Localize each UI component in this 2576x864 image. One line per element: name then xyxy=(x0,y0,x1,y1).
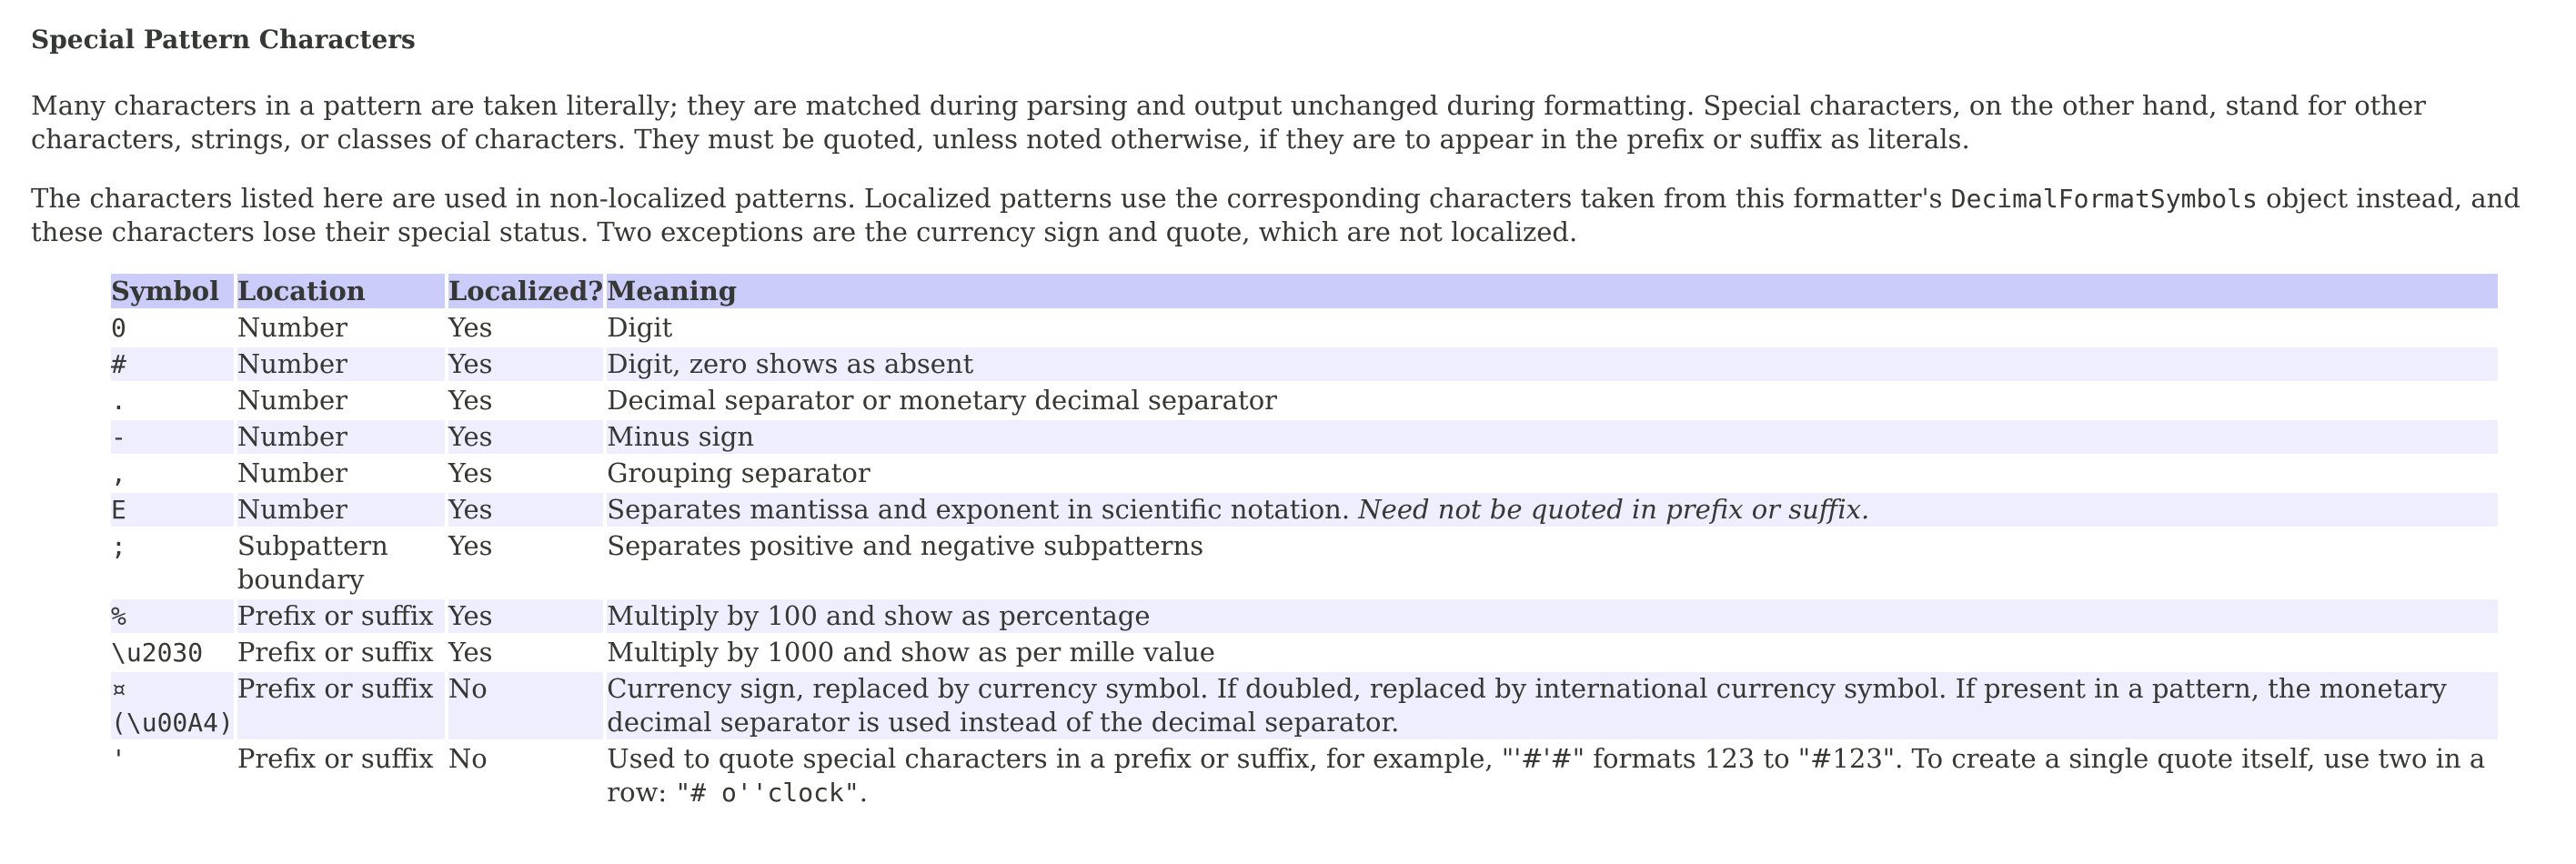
table-row xyxy=(111,742,2498,809)
intro-paragraph: Many characters in a pattern are taken literally; they are matched during parsing and output unchanged during formatting. Special characters, on the other hand, stand for other characters, strings, or classes of characters. They must be quoted, unless noted otherwise, if they are to appear in the prefix or suffix as literals. xyxy=(31,90,2427,155)
cell-localized: Yes xyxy=(448,530,493,561)
table-header-row xyxy=(111,274,2498,308)
decimalformatsymbols-code: DecimalFormatSymbols xyxy=(1950,184,2258,214)
cell-meaning: Digit xyxy=(607,312,673,343)
cell-meaning xyxy=(607,493,2498,527)
cell-symbol: % xyxy=(111,599,234,633)
cell-localized: No xyxy=(448,743,488,774)
cell-localized: Yes xyxy=(448,457,493,488)
table-row xyxy=(111,636,2498,669)
cell-location: Number xyxy=(236,385,347,416)
pattern-characters-table xyxy=(107,271,2501,812)
cell-symbol: E xyxy=(111,493,234,527)
table-row xyxy=(111,672,2498,739)
cell-location: Subpattern boundary xyxy=(236,530,388,595)
cell-localized: Yes xyxy=(448,312,493,343)
table-row xyxy=(111,529,2498,597)
cell-meaning: Multiply by 1000 and show as per mille value xyxy=(607,637,1215,668)
cell-localized: Yes xyxy=(448,420,603,454)
cell-symbol: ' xyxy=(111,744,126,774)
table-row xyxy=(111,347,2498,381)
cell-symbol: - xyxy=(111,420,234,454)
cell-location: Prefix or suffix xyxy=(237,599,445,633)
meaning-text: Separates mantissa and exponent in scientific notation. xyxy=(607,494,1359,525)
cell-symbol: \u2030 xyxy=(111,638,204,668)
cell-localized: Yes xyxy=(448,599,603,633)
cell-meaning: Grouping separator xyxy=(607,457,870,488)
cell-symbol: . xyxy=(111,386,126,416)
meaning-text: Used to quote special characters in a prefix or suffix, for example, "'#'#" formats 123 to "#123". To create a single quote itself, use two in a row: xyxy=(607,743,2486,808)
cell-symbol: ¤ (\u00A4) xyxy=(111,674,234,738)
cell-meaning: Minus sign xyxy=(607,420,2498,454)
cell-symbol: , xyxy=(111,458,126,488)
localization-paragraph xyxy=(31,182,2545,249)
meaning-text-after: . xyxy=(859,777,868,808)
cell-symbol: # xyxy=(111,347,234,381)
cell-localized: Yes xyxy=(448,347,603,381)
cell-meaning: Decimal separator or monetary decimal separator xyxy=(607,385,1278,416)
cell-localized: Yes xyxy=(448,493,603,527)
cell-meaning: Multiply by 100 and show as percentage xyxy=(607,599,2498,633)
para2-text-after: object instead, and these characters lose their special status. Two exceptions are the currency sign and quote, which are not localized. xyxy=(31,183,2521,247)
cell-localized: Yes xyxy=(448,385,493,416)
cell-symbol: 0 xyxy=(111,313,126,343)
header-symbol: Symbol xyxy=(111,274,234,308)
cell-localized: No xyxy=(448,672,603,739)
cell-location: Prefix or suffix xyxy=(236,743,434,774)
section-heading: Special Pattern Characters xyxy=(31,25,416,55)
cell-location: Number xyxy=(236,457,347,488)
cell-localized: Yes xyxy=(448,637,493,668)
meaning-emphasis: Need not be quoted in prefix or suffix. xyxy=(1358,494,1870,525)
table-row xyxy=(111,420,2498,454)
header-location: Location xyxy=(237,274,445,308)
cell-symbol: ; xyxy=(111,531,126,561)
table-row xyxy=(111,311,2498,345)
table-row xyxy=(111,599,2498,633)
cell-meaning: Digit, zero shows as absent xyxy=(607,347,2498,381)
cell-location: Prefix or suffix xyxy=(236,637,434,668)
cell-location: Number xyxy=(236,312,347,343)
para2-text-before: The characters listed here are used in non-localized patterns. Localized patterns use the corresponding characters taken from this formatter's xyxy=(31,183,1951,214)
header-meaning: Meaning xyxy=(607,274,2498,308)
table-row xyxy=(111,493,2498,527)
cell-meaning: Currency sign, replaced by currency symbol. If doubled, replaced by international currency symbol. If present in a pattern, the monetary decimal separator is used instead of the decimal separator. xyxy=(607,672,2498,739)
cell-meaning: Separates positive and negative subpatterns xyxy=(607,530,1204,561)
cell-meaning xyxy=(607,742,2498,809)
meaning-code: "# o''clock" xyxy=(675,778,860,808)
header-localized: Localized? xyxy=(448,276,604,306)
table-row xyxy=(111,384,2498,417)
table-row xyxy=(111,457,2498,490)
cell-location: Number xyxy=(237,493,445,527)
cell-location: Number xyxy=(237,347,445,381)
cell-location: Prefix or suffix xyxy=(237,672,445,739)
cell-location: Number xyxy=(237,420,445,454)
